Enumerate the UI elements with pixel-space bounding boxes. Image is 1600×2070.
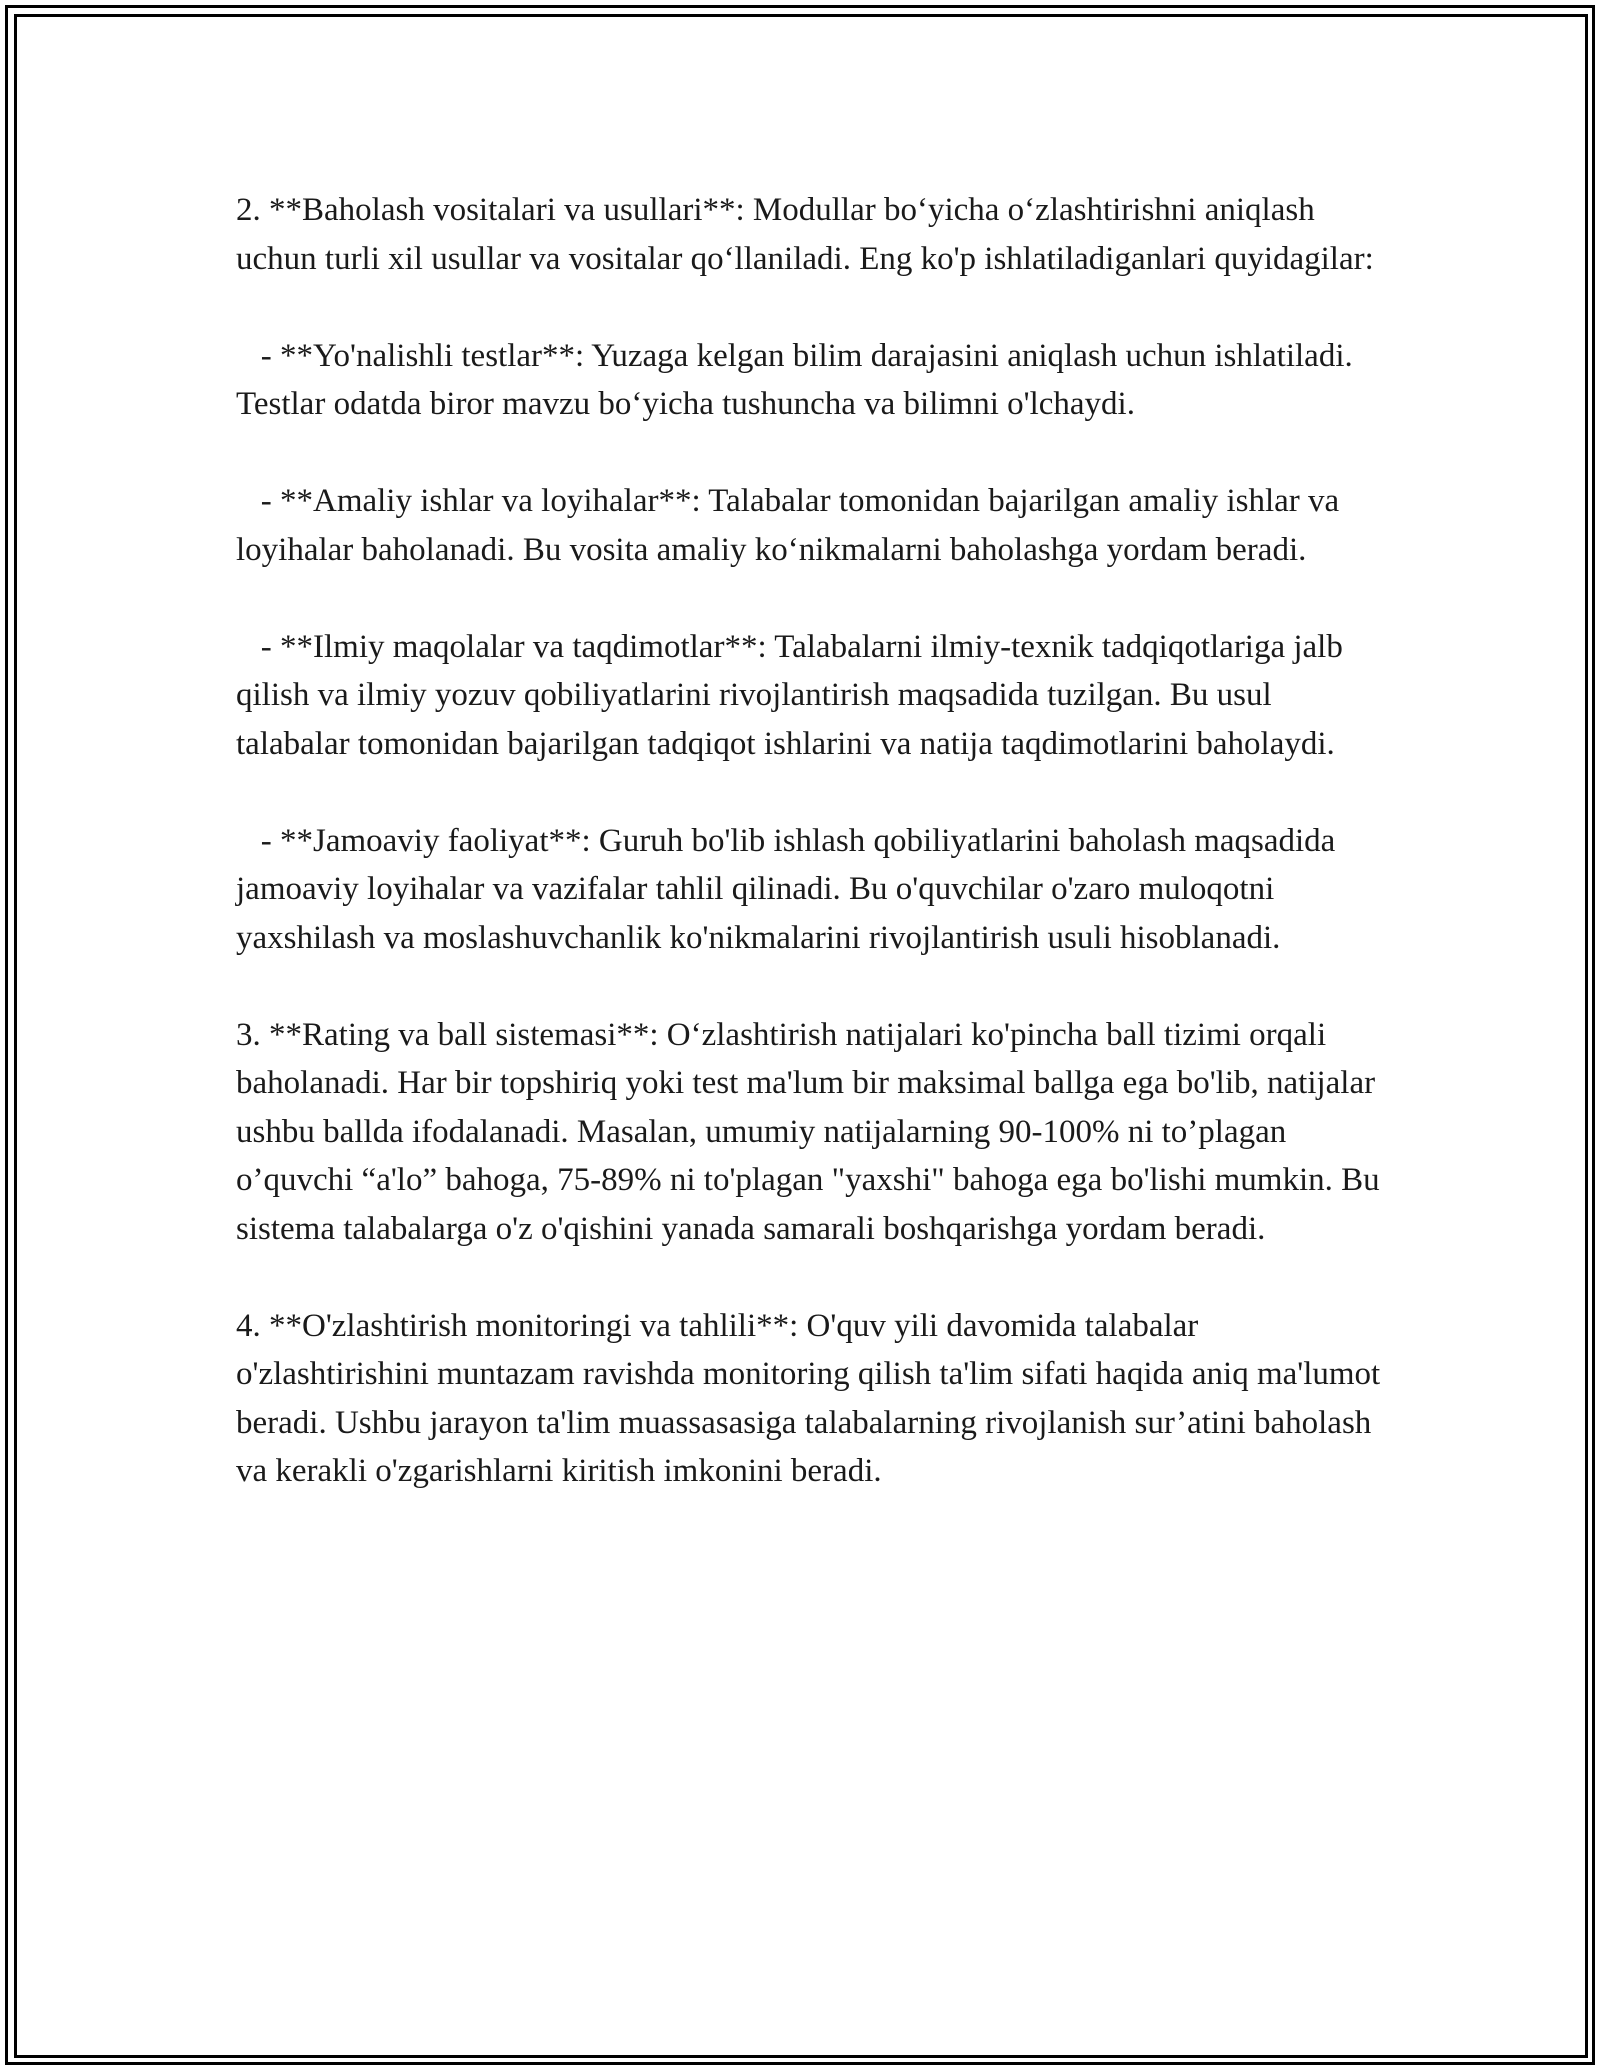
paragraph-yonalishli-testlar: - **Yo'nalishli testlar**: Yuzaga kelgan bilim darajasini aniqlash uchun ishlatiladi. Testlar odatda biror mavzu bo‘yicha tushuncha va bilimni o'lchaydi. bbox=[236, 337, 1361, 422]
paragraph-jamoaviy-faoliyat: - **Jamoaviy faoliyat**: Guruh bo'lib ishlash qobiliyatlarini baholash maqsadida jamoaviy loyihalar va vazifalar tahlil qilinadi. Bu o'quvchilar o'zaro muloqotni yaxshilash va moslashuvchanlik ko'nikmalarini rivojlantirish usuli hisoblanadi. bbox=[236, 822, 1344, 956]
paragraph-ozlashtirish-monitoringi: 4. **O'zlashtirish monitoringi va tahlili**: O'quv yili davomida talabalar o'zlashtirishini muntazam ravishda monitoring qilish ta'lim sifati haqida aniq ma'lumot beradi. Ushbu jarayon ta'lim muassasasiga talabalarning rivojlanish sur’atini baholash va kerakli o'zgarishlarni kiritish imkonini beradi. bbox=[236, 1307, 1389, 1489]
paragraph-ilmiy-maqolalar: - **Ilmiy maqolalar va taqdimotlar**: Talabalarni ilmiy-texnik tadqiqotlariga jalb qilish va ilmiy yozuv qobiliyatlarini rivojlantirish maqsadida tuzilgan. Bu usul talabalar tomonidan bajarilgan tadqiqot ishlarini va natija taqdimotlarini baholaydi. bbox=[236, 628, 1352, 762]
paragraph-baholash-vositalari: 2. **Baholash vositalari va usullari**: Modullar bo‘yicha o‘zlashtirishni aniqlash uchun turli xil usullar va vositalar qo‘llaniladi. Eng ko'p ishlatiladiganlari quyidagilar: bbox=[236, 192, 1374, 277]
paragraph-rating-ball-sistemasi: 3. **Rating va ball sistemasi**: O‘zlashtirish natijalari ko'pincha ball tizimi orqali baholanadi. Har bir topshiriq yoki test ma'lum bir maksimal ballga ega bo'lib, natijalar ushbu ballda ifodalanadi. Masalan, umumiy natijalarning 90-100% ni to’plagan o’quvchi “a'lo” bahoga, 75-89% ni to'plagan "yaxshi" bahoga ega bo'lishi mumkin. Bu sistema talabalarga o'z o'qishini yanada samarali boshqarishga yordam beradi. bbox=[236, 1016, 1388, 1247]
paragraph-amaliy-ishlar: - **Amaliy ishlar va loyihalar**: Talabalar tomonidan bajarilgan amaliy ishlar va loyihalar baholanadi. Bu vosita amaliy ko‘nikmalarni baholashga yordam beradi. bbox=[236, 483, 1348, 568]
document-body bbox=[236, 186, 1389, 1496]
